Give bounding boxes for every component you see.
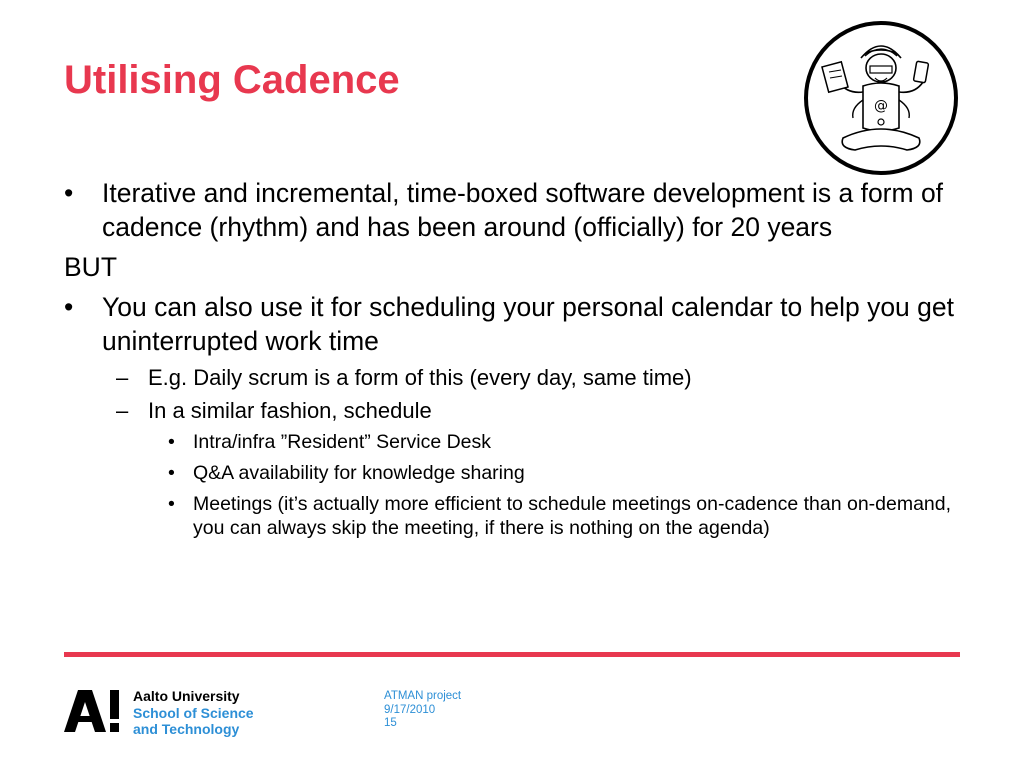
bullet-text: You can also use it for scheduling your personal calendar to help you get uninterrupted work time bbox=[102, 292, 954, 356]
bullet-item bbox=[64, 290, 964, 358]
project-name: ATMAN project bbox=[384, 690, 462, 702]
slide-body bbox=[64, 176, 964, 547]
dash-marker: – bbox=[116, 398, 129, 423]
footer-info bbox=[384, 690, 461, 731]
sub-bullet-text: E.g. Daily scrum is a form of this (every day, same time) bbox=[148, 365, 692, 390]
bullet-marker: • bbox=[168, 462, 175, 484]
meditating-guru-icon bbox=[803, 20, 959, 176]
sub-bullet-item bbox=[64, 364, 964, 392]
subsub-bullet-item bbox=[64, 430, 964, 454]
school-name-line2: and Technology bbox=[133, 721, 240, 737]
subsub-bullet-item bbox=[64, 461, 964, 485]
subsub-bullet-item bbox=[64, 492, 964, 540]
subsub-bullet-text: Meetings (it’s actually more efficient to schedule meetings on-cadence than on-demand, you can always skip the meeting, if there is nothing on the agenda) bbox=[193, 493, 952, 539]
bullet-text: Iterative and incremental, time-boxed software development is a form of cadence (rhythm) and has been around (officially) for 20 years bbox=[102, 178, 944, 242]
bullet-item bbox=[64, 176, 964, 244]
plain-text: BUT bbox=[64, 252, 117, 282]
university-block bbox=[133, 688, 254, 738]
sub-bullet-item bbox=[64, 397, 964, 425]
bullet-marker: • bbox=[168, 431, 175, 453]
slide-title: Utilising Cadence bbox=[64, 58, 400, 102]
dash-marker: – bbox=[116, 365, 129, 390]
footer-divider bbox=[64, 652, 960, 657]
page-number: 15 bbox=[384, 717, 397, 729]
slide-date: 9/17/2010 bbox=[384, 703, 436, 716]
bullet-marker: • bbox=[64, 292, 74, 322]
bullet-marker: • bbox=[64, 178, 74, 208]
svg-text:@: @ bbox=[874, 98, 888, 114]
subsub-bullet-text: Q&A availability for knowledge sharing bbox=[193, 462, 525, 484]
aalto-logo-icon bbox=[64, 690, 124, 732]
school-name-line1: School of Science bbox=[133, 704, 254, 721]
university-name: Aalto University bbox=[133, 688, 240, 704]
bullet-marker: • bbox=[168, 493, 175, 515]
sub-bullet-text: In a similar fashion, schedule bbox=[148, 398, 432, 423]
subsub-bullet-text: Intra/infra ”Resident” Service Desk bbox=[193, 431, 492, 453]
